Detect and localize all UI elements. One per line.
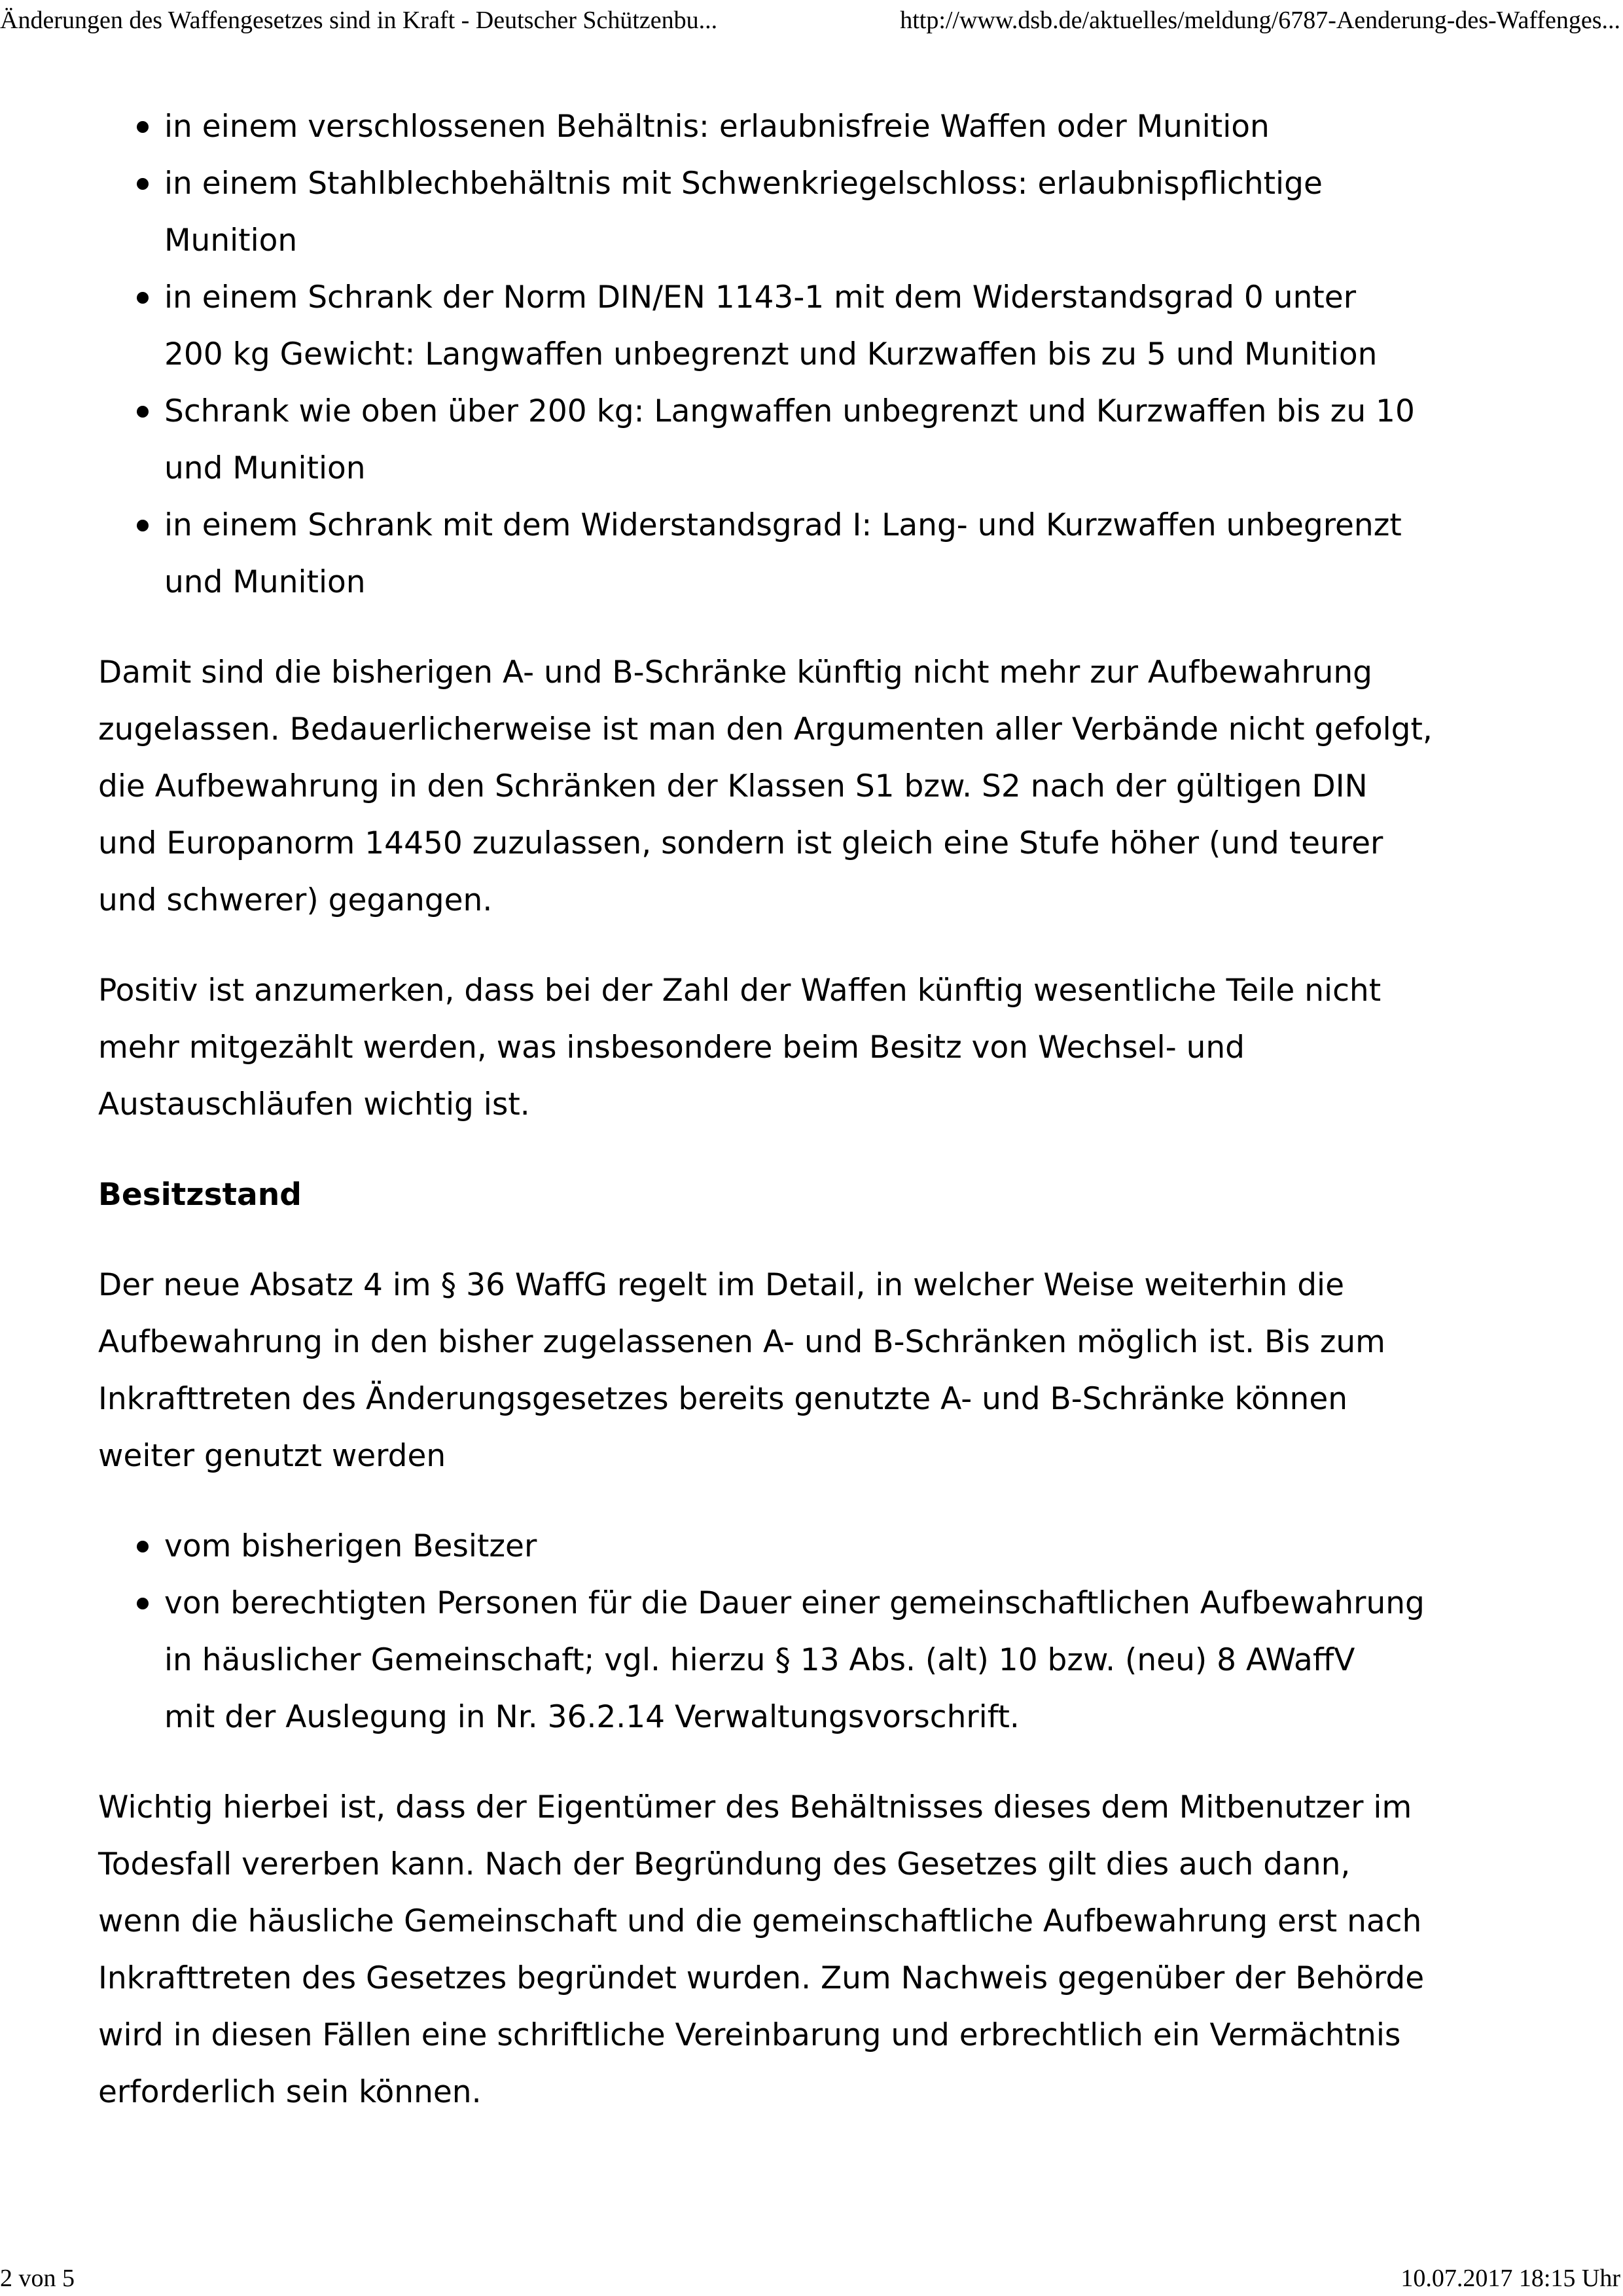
bullet-icon (137, 1541, 149, 1552)
print-header (0, 0, 1623, 46)
paragraph-absatz-4 (98, 1257, 1531, 1484)
paragraph-line: Todesfall vererben kann. Nach der Begründung des Gesetzes gilt dies auch dann, (98, 1846, 1351, 1882)
list-item (164, 383, 1531, 497)
list-item (164, 98, 1531, 155)
paragraph-line: erforderlich sein können. (98, 2074, 482, 2110)
print-header-url: http://www.dsb.de/aktuelles/meldung/6787-Aenderung-des-Waffenges... (900, 7, 1620, 34)
page-number: 2 von 5 (0, 2265, 75, 2292)
paragraph-line: Der neue Absatz 4 im § 36 WaffG regelt im Detail, in welcher Weise weiterhin die (98, 1267, 1345, 1303)
list-item-line: und Munition (164, 450, 366, 486)
list-item (164, 1518, 1531, 1575)
bullet-icon (137, 520, 149, 531)
list-item-line: in einem verschlossenen Behältnis: erlaubnisfreie Waffen oder Munition (164, 109, 1270, 145)
paragraph-positive-note (98, 962, 1531, 1133)
paragraph-line: Wichtig hierbei ist, dass der Eigentümer des Behältnisses dieses dem Mitbenutzer im (98, 1789, 1412, 1825)
bullet-icon (137, 406, 149, 418)
list-item (164, 269, 1531, 383)
paragraph-line: Inkrafttreten des Änderungsgesetzes bereits genutzte A- und B-Schränke können (98, 1381, 1348, 1417)
bullet-icon (137, 121, 149, 133)
paragraph-line: weiter genutzt werden (98, 1438, 446, 1474)
list-item-line: in einem Schrank mit dem Widerstandsgrad I: Lang- und Kurzwaffen unbegrenzt (164, 507, 1402, 543)
list-item (164, 155, 1531, 269)
paragraph-line: Damit sind die bisherigen A- und B-Schränke künftig nicht mehr zur Aufbewahrung (98, 655, 1372, 691)
paragraph-line: und Europanorm 14450 zuzulassen, sondern ist gleich eine Stufe höher (und teurer (98, 825, 1383, 861)
paragraph-line: Austauschläufen wichtig ist. (98, 1086, 530, 1122)
bullet-icon (137, 1598, 149, 1609)
list-item-line: in einem Schrank der Norm DIN/EN 1143-1 mit dem Widerstandsgrad 0 unter (164, 279, 1357, 315)
paragraph-inheritance (98, 1779, 1531, 2121)
list-item-line: 200 kg Gewicht: Langwaffen unbegrenzt und Kurzwaffen bis zu 5 und Munition (164, 336, 1378, 372)
paragraph-line: die Aufbewahrung in den Schränken der Klassen S1 bzw. S2 nach der gültigen DIN (98, 768, 1368, 804)
paragraph-line: Inkrafttreten des Gesetzes begründet wurden. Zum Nachweis gegenüber der Behörde (98, 1960, 1425, 1996)
print-header-title: Änderungen des Waffengesetzes sind in Kraft - Deutscher Schützenbu... (0, 7, 718, 34)
list-item (164, 1575, 1531, 1746)
paragraph-line: Positiv ist anzumerken, dass bei der Zahl der Waffen künftig wesentliche Teile nicht (98, 973, 1382, 1009)
list-item-line: in einem Stahlblechbehältnis mit Schwenkriegelschloss: erlaubnispflichtige (164, 166, 1323, 202)
list-item-line: von berechtigten Personen für die Dauer einer gemeinschaftlichen Aufbewahrung (164, 1585, 1425, 1621)
paragraph-line: wird in diesen Fällen eine schriftliche Vereinbarung und erbrechtlich ein Vermächtnis (98, 2017, 1401, 2053)
print-footer (0, 2250, 1623, 2296)
list-item-line: vom bisherigen Besitzer (164, 1528, 537, 1564)
paragraph-line: Aufbewahrung in den bisher zugelassenen A- und B-Schränken möglich ist. Bis zum (98, 1324, 1385, 1360)
bullet-icon (137, 178, 149, 190)
list-item-line: und Munition (164, 564, 366, 600)
paragraph-line: zugelassen. Bedauerlicherweise ist man den Argumenten aller Verbände nicht gefolgt, (98, 711, 1433, 747)
list-item-line: Schrank wie oben über 200 kg: Langwaffen unbegrenzt und Kurzwaffen bis zu 10 (164, 393, 1415, 429)
continued-use-list (98, 1518, 1531, 1746)
storage-requirements-list (98, 98, 1531, 611)
paragraph-a-b-cabinets (98, 644, 1531, 929)
article-body (98, 98, 1531, 2121)
paragraph-line: wenn die häusliche Gemeinschaft und die gemeinschaftliche Aufbewahrung erst nach (98, 1903, 1422, 1939)
bullet-icon (137, 292, 149, 304)
list-item (164, 497, 1531, 611)
list-item-line: in häuslicher Gemeinschaft; vgl. hierzu § 13 Abs. (alt) 10 bzw. (neu) 8 AWaffV (164, 1642, 1355, 1678)
list-item-line: mit der Auslegung in Nr. 36.2.14 Verwaltungsvorschrift. (164, 1699, 1020, 1735)
list-item-line: Munition (164, 223, 298, 259)
print-datetime: 10.07.2017 18:15 Uhr (1400, 2265, 1620, 2292)
paragraph-line: mehr mitgezählt werden, was insbesondere beim Besitz von Wechsel- und (98, 1030, 1245, 1066)
section-heading-besitzstand: Besitzstand (98, 1177, 302, 1213)
paragraph-line: und schwerer) gegangen. (98, 882, 493, 918)
